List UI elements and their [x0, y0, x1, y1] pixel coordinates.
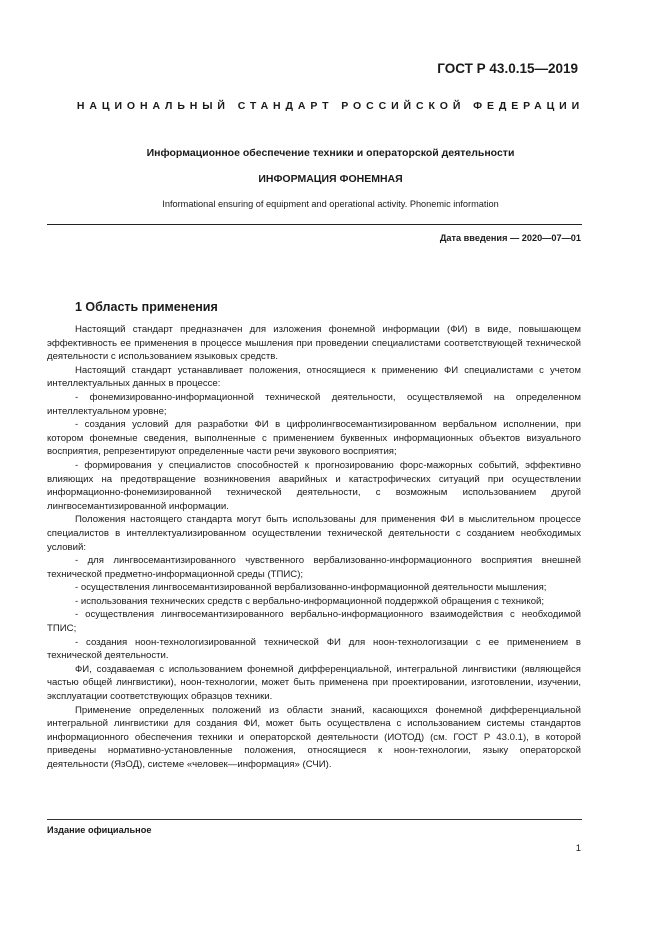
section-body: [47, 323, 581, 772]
list-item: - осуществления лингвосемантизированной вербализованно-информационной деятельности мышления;: [75, 582, 547, 594]
standard-english-title: Informational ensuring of equipment and operational activity. Phonemic information: [162, 199, 499, 209]
national-standard-heading: НАЦИОНАЛЬНЫЙ СТАНДАРТ РОССИЙСКОЙ ФЕДЕРАЦИИ: [76, 100, 585, 112]
official-edition-label: Издание официальное: [47, 825, 152, 835]
footer-divider: [47, 819, 582, 820]
list-item: - создания ноон-технологизированной технической ФИ для ноон-технологизации с ее применением в технической деятельности.: [47, 636, 581, 662]
section-heading: 1 Область применения: [75, 300, 218, 314]
list-item: - формирования у специалистов способностей к прогнозированию форс-мажорных событий, эффективно влияющих на предотвращение возникновения аварийных и катастрофических ситуаций при осуществлении информационно-фонемизированной технической деятельности, с возможным использованием другой лингвосемантизированной информации.: [47, 459, 581, 512]
page-number: 1: [575, 843, 581, 854]
paragraph: Положения настоящего стандарта могут быть использованы для применения ФИ в мыслительном процессе специалистов в интеллектуализированном осуществлении технической деятельности с созданием необходимых условий:: [47, 514, 581, 553]
paragraph: Настоящий стандарт предназначен для изложения фонемной информации (ФИ) в виде, повышающем эффективность ее применения в процессе мышления при проведении специалистами соответствующей технической деятельности с использованием языковых средств.: [47, 324, 581, 363]
paragraph: ФИ, создаваемая с использованием фонемной дифференциальной, интегральной лингвистики (являющейся частью общей лингвистики), ноон-технологии, может быть применена при проектировании, изготовлении, изучении, эксплуатации соответствующих образцов техники.: [47, 663, 581, 703]
list-item: - осуществления лингвосемантизированного вербально-информационного взаимодействия с необходимой ТПИС;: [47, 609, 581, 635]
paragraph: Настоящий стандарт устанавливает положения, относящиеся к применению ФИ специалистами с учетом интеллектуальных данных в процессе:: [47, 364, 581, 390]
standard-code: ГОСТ Р 43.0.15—2019: [437, 61, 578, 76]
standard-main-title: ИНФОРМАЦИЯ ФОНЕМНАЯ: [258, 173, 403, 185]
standard-series-title: Информационное обеспечение техники и операторской деятельности: [146, 147, 515, 159]
list-item: - использования технических средств с вербально-информационной поддержкой обращения с техникой;: [75, 595, 545, 607]
title-divider: [47, 224, 582, 225]
list-item: - для лингвосемантизированного чувственного вербализованно-информационного восприятия внешней технической предметно-информационной среды (ТПИС);: [47, 555, 581, 580]
introduction-date: Дата введения — 2020—07—01: [439, 233, 581, 243]
list-item: - создания условий для разработки ФИ в цифролингвосемантизированном вербальном исполнении, при котором фонемные сведения, выполненные с применением буквенных информационных объектов визуального восприятия, репрезентируют определенные части речи звукового восприятия;: [47, 419, 581, 458]
list-item: - фонемизированно-информационной технической деятельности, осуществляемой на определенном интеллектуальном уровне;: [47, 391, 581, 417]
paragraph: Применение определенных положений из области знаний, касающихся фонемной дифференциальной интегральной лингвистики для создания ФИ, может быть осуществлена с использованием системы стандартов информационного обеспечения техники и операторской деятельности (ИОТОД) (см. ГОСТ Р 43.0.1), в которой приведены нормативно-установленные положения, относящиеся к ноон-технологии, языку операторской деятельности (ЯзОД), системе «человек—информация» (СЧИ).: [47, 704, 581, 770]
